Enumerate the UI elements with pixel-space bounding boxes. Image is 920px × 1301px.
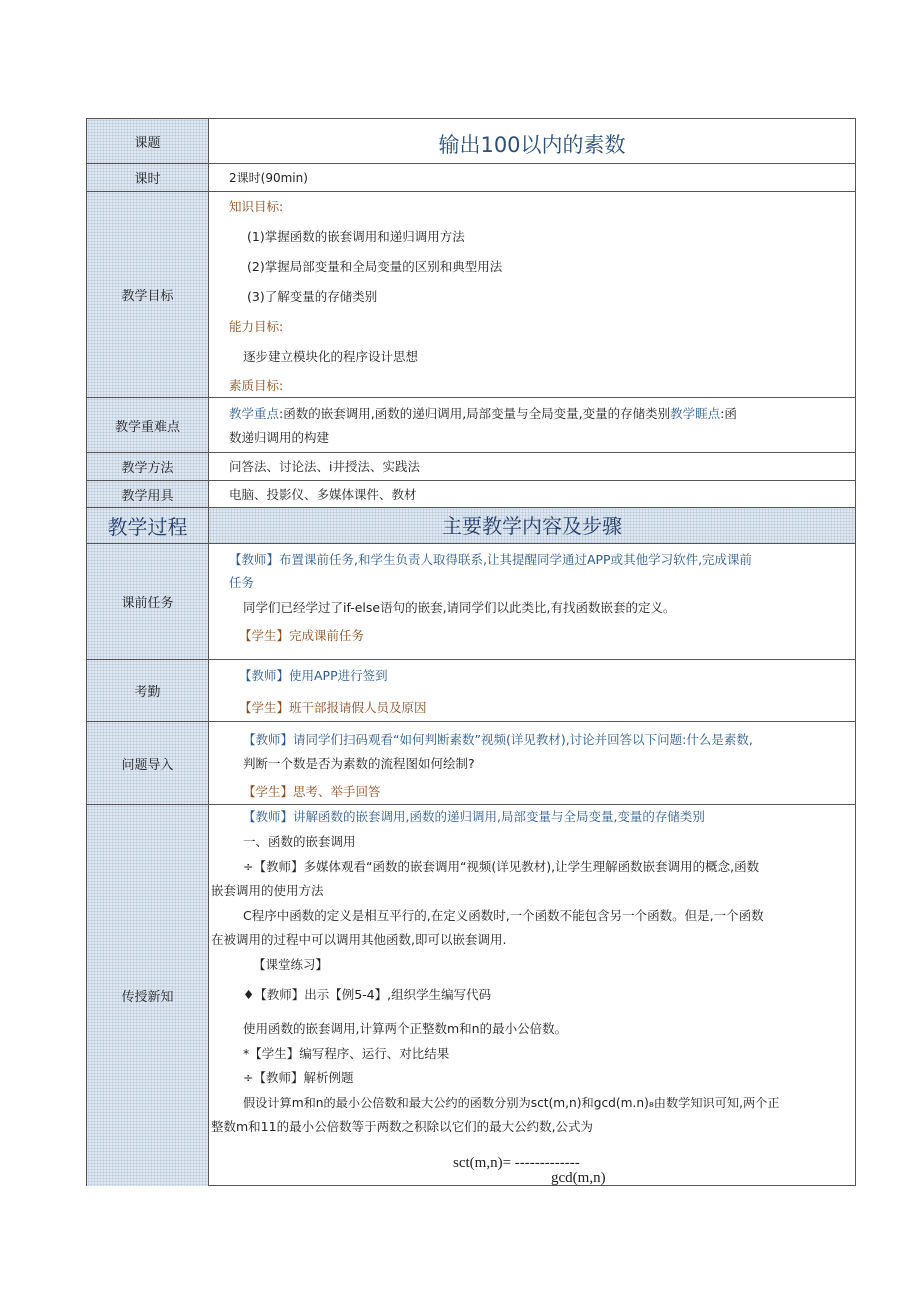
key-points-line1 [229, 406, 737, 422]
lesson-title: 输出100以内的素数 [438, 133, 626, 157]
nk-line: 在被调用的过程中可以调用其他函数,即可以嵌套调用. [211, 932, 507, 947]
nk-line: 整数m和11的最小公倍数等于两数之积除以它们的最大公约数,公式为 [211, 1119, 594, 1134]
label-attendance: 考勤 [87, 660, 209, 721]
topic-cell [209, 119, 855, 163]
process-header-title: 主要教学内容及步骤 [442, 514, 622, 538]
label-pre-task: 课前任务 [87, 544, 209, 659]
row-topic [87, 119, 855, 164]
nk-line: ÷【教师】多媒体观看“函数的嵌套调用“视频(详见教材),让学生理解函数嵌套调用的概念,函数 [243, 859, 760, 874]
attendance-teacher: 【教师】使用APP进行签到 [239, 668, 388, 683]
row-new-knowledge [87, 805, 855, 1186]
methods-value: 问答法、讨论法、i井授法、实践法 [229, 459, 420, 474]
key-tag: 教学重点 [229, 406, 280, 421]
label-key-points: 教学重难点 [87, 398, 209, 452]
diff-tag: 教学睚点 [670, 406, 721, 421]
nk-line: ÷【教师】解析例题 [243, 1070, 354, 1085]
key-points-line2: 数递归调用的构建 [229, 430, 330, 445]
attendance-student: 【学生】班干部报请假人员及原因 [239, 700, 427, 715]
pre-task-cell [209, 544, 855, 659]
pre-task-student: 【学生】完成课前任务 [239, 628, 365, 643]
nk-line: *【学生】编写程序、运行、对比结果 [243, 1046, 450, 1061]
nk-line: C程序中函数的定义是相互平行的,在定义函数时,一个函数不能包含另一个函数。但是,一个函数 [243, 908, 764, 923]
tools-cell [209, 481, 855, 507]
ability-text: 逐步建立模块化的程序设计思想 [243, 349, 419, 364]
row-intro [87, 722, 855, 805]
row-methods [87, 453, 855, 481]
nk-line: ♦【教师】出示【例5-4】,组织学生编写代码 [243, 987, 492, 1002]
lesson-plan-table [86, 118, 856, 1186]
label-new-knowledge: 传授新知 [87, 805, 209, 1186]
ability-heading: 能力目标: [229, 319, 284, 334]
goals-cell [209, 192, 855, 397]
intro-student: 【学生】思考、举手回答 [243, 784, 381, 799]
knowledge-item: (3)了解变量的存储类别 [247, 289, 378, 304]
formula-numerator: sct(m,n)= ------------- [453, 1155, 580, 1171]
knowledge-heading: 知识目标: [229, 199, 284, 214]
nk-line: 使用函数的嵌套调用,计算两个正整数m和n的最小公倍数。 [243, 1021, 568, 1036]
nk-line: 【教师】讲解函数的嵌套调用,函数的递归调用,局部变量与全局变量,变量的存储类别 [243, 809, 705, 824]
hours-cell [209, 164, 855, 191]
pre-task-teacher-line1: 【教师】布置课前任务,和学生负责人取得联系,让其提醒同学通过APP或其他学习软件,完成课前 [229, 552, 753, 567]
pre-task-teacher-line2: 任务 [229, 575, 255, 590]
hours-value: 2课时(90min) [229, 171, 308, 185]
key-points-cell [209, 398, 855, 452]
row-process-header [87, 508, 855, 544]
label-intro: 问题导入 [87, 722, 209, 804]
nk-line: 【课堂练习】 [253, 957, 329, 972]
label-topic: 课题 [87, 119, 209, 163]
label-process: 教学过程 [87, 508, 209, 543]
intro-teacher-line1 [243, 732, 753, 748]
nk-line: 一、函数的嵌套调用 [243, 834, 356, 849]
label-tools: 教学用具 [87, 481, 209, 507]
label-goals: 教学目标 [87, 192, 209, 397]
row-tools [87, 481, 855, 508]
process-header-cell [209, 508, 855, 543]
knowledge-item: (1)掌握函数的嵌套调用和递归调用方法 [247, 229, 465, 244]
quality-heading: 素质目标: [229, 378, 284, 393]
nk-line: 嵌套调用的使用方法 [211, 883, 324, 898]
key-text: :函数的嵌套调用,函数的递归调用,局部变量与全局变量,变量的存储类别 [279, 406, 671, 421]
row-key-points [87, 398, 855, 453]
tools-value: 电脑、投影仪、多媒体课件、教材 [229, 487, 417, 502]
intro-teacher-text: 【教师】请同学们扫码观看“如何判断素数”视频(详见教材),讨论并回答以下问题:什么是素数, [243, 732, 753, 747]
formula-denominator: gcd(m,n) [551, 1170, 606, 1186]
row-hours [87, 164, 855, 192]
row-pre-task [87, 544, 855, 660]
attendance-cell [209, 660, 855, 721]
row-goals [87, 192, 855, 398]
intro-teacher-line2: 判断一个数是否为素数的流程图如何绘制? [243, 756, 475, 771]
methods-cell [209, 453, 855, 480]
diff-text: :函 [720, 406, 737, 421]
new-knowledge-cell [209, 805, 855, 1186]
label-methods: 教学方法 [87, 453, 209, 480]
label-hours: 课时 [87, 164, 209, 191]
pre-task-text: 同学们已经学过了if-else语句的嵌套,请同学们以此类比,有找函数嵌套的定义。 [243, 600, 676, 615]
intro-cell [209, 722, 855, 804]
row-attendance [87, 660, 855, 722]
nk-line: 假设计算m和n的最小公倍数和最大公约的函数分别为sct(m,n)和gcd(m.n)₈由数学知识可知,两个正 [243, 1096, 780, 1110]
knowledge-item: (2)掌握局部变量和全局变量的区别和典型用法 [247, 259, 503, 274]
